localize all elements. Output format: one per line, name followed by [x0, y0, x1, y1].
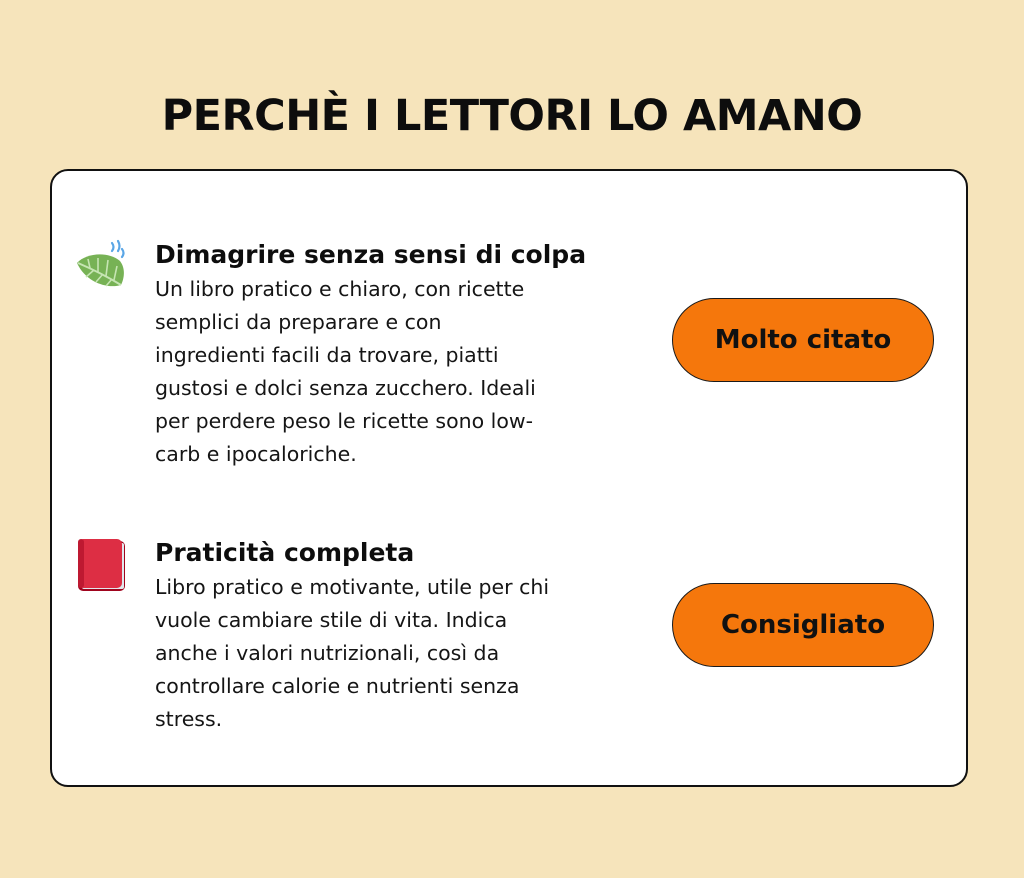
feature-description: Un libro pratico e chiaro, con ricette semplici da preparare e con ingredienti facili da trovare, piatti gustosi e dolci senza zucchero. Ideali per perdere peso le ricette sono low- carb e ipocaloriche. — [155, 277, 536, 466]
feature-title: Dimagrire senza sensi di colpa — [155, 240, 587, 269]
feature-description: Libro pratico e motivante, utile per chi vuole cambiare stile di vita. Indica anche i valori nutrizionali, così da controllare calorie e nutrienti senza stress. — [155, 575, 550, 731]
feature-text — [155, 237, 625, 471]
feature-text — [155, 535, 625, 736]
molto-citato-button[interactable]: Molto citato — [672, 298, 934, 382]
consigliato-button[interactable]: Consigliato — [672, 583, 934, 667]
leaf-fluttering-in-wind-icon — [74, 239, 130, 295]
red-book-icon — [74, 537, 130, 593]
page-title: PERCHÈ I LETTORI LO AMANO — [161, 91, 863, 141]
feature-title: Praticità completa — [155, 538, 415, 567]
features-card — [50, 169, 968, 787]
